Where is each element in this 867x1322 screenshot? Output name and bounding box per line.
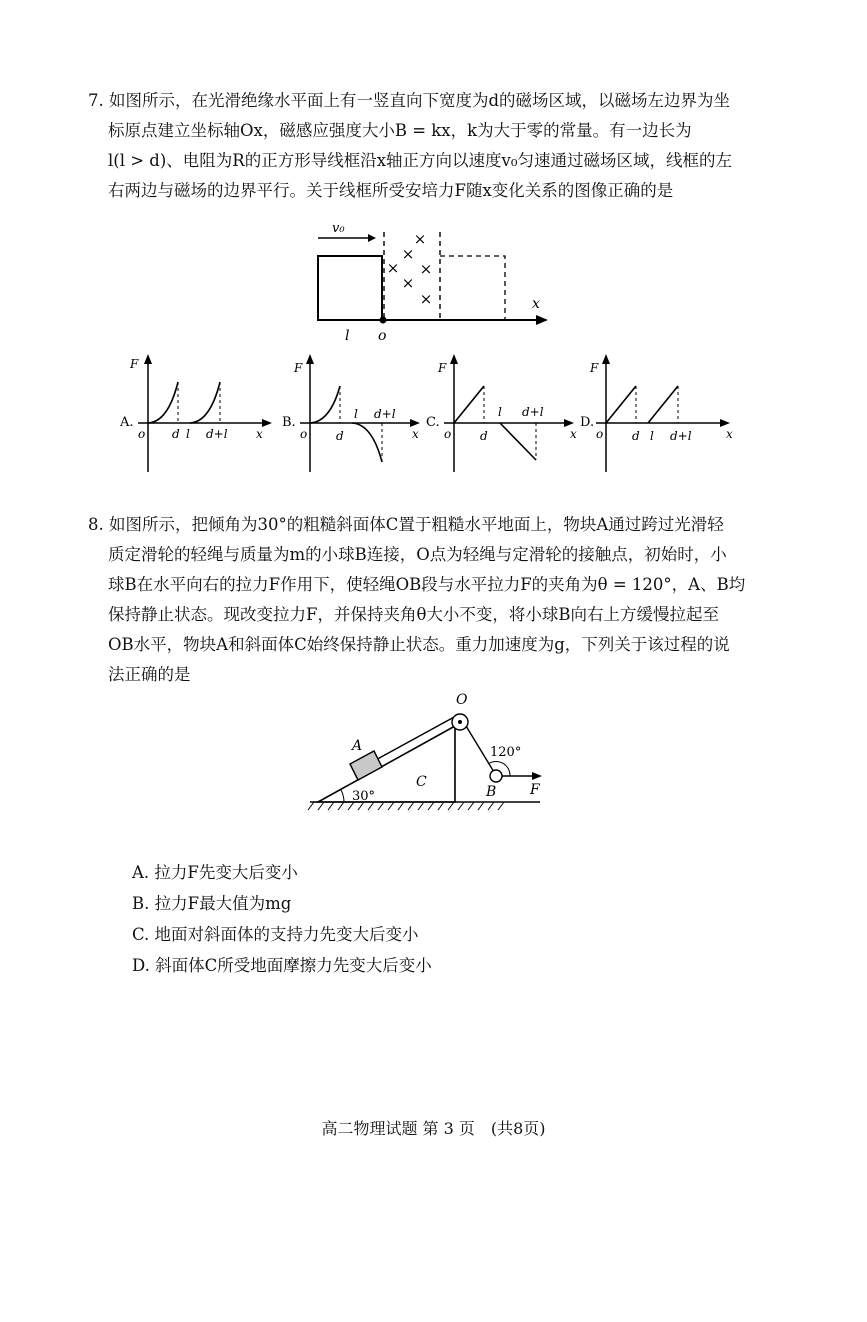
- label-o: O: [456, 692, 468, 708]
- question-7: [88, 86, 788, 206]
- graph-b-tick: l: [354, 407, 358, 421]
- graph-d-letter: D.: [580, 415, 595, 430]
- label-b: B: [486, 784, 497, 800]
- q8-option-b: B. 拉力F最大值为mg: [132, 894, 292, 913]
- graph-d-o: o: [596, 427, 604, 441]
- field-mark: ×: [419, 290, 433, 308]
- field-mark: ×: [413, 230, 427, 248]
- field-mark: ×: [401, 274, 415, 292]
- graph-b-tick: d+l: [374, 407, 396, 421]
- q8-line: 法正确的是: [108, 665, 191, 684]
- graph-a-tick: d: [172, 427, 180, 441]
- graph-c-tick: d+l: [522, 405, 544, 419]
- graph-a-tick: d+l: [206, 427, 228, 441]
- graph-a-o: o: [138, 427, 146, 441]
- velocity-label: v₀: [332, 222, 345, 236]
- q7-graph-b: [280, 352, 440, 477]
- q7-graph-c: [424, 352, 584, 477]
- axis-x-label: x: [532, 296, 540, 312]
- graph-d-x: x: [726, 427, 733, 441]
- q7-line: 7. 如图所示，在光滑绝缘水平面上有一竖直向下宽度为d的磁场区域，以磁场左边界为坐: [88, 91, 731, 110]
- length-label: l: [345, 328, 350, 344]
- graph-b-f: F: [294, 361, 303, 375]
- q8-line: 质定滑轮的轻绳与质量为m的小球B连接，O点为轻绳与定滑轮的接触点，初始时，小: [108, 545, 727, 564]
- q8-option-c: C. 地面对斜面体的支持力先变大后变小: [132, 925, 419, 944]
- q7-graph-a: [118, 352, 278, 477]
- graph-c-tick: d: [480, 429, 488, 443]
- q8-line: OB水平，物块A和斜面体C始终保持静止状态。重力加速度为g，下列关于该过程的说: [108, 635, 730, 654]
- graph-c-tick: l: [498, 405, 502, 419]
- angle-30: 30°: [352, 789, 376, 804]
- field-mark: ×: [401, 245, 415, 263]
- graph-d-tick: d+l: [670, 429, 692, 443]
- label-a: A: [352, 738, 363, 754]
- q8-option-a: A. 拉力F先变大后变小: [132, 863, 298, 882]
- graph-a-x: x: [256, 427, 263, 441]
- q8-option-d: D. 斜面体C所受地面摩擦力先变大后变小: [132, 956, 432, 975]
- graph-b-letter: B.: [282, 415, 296, 430]
- graph-a-letter: A.: [120, 415, 134, 430]
- q7-loop-figure: [300, 222, 560, 347]
- question-8: [88, 510, 788, 690]
- q8-line: 8. 如图所示，把倾角为30°的粗糙斜面体C置于粗糙水平地面上，物块A通过跨过光滑轻: [88, 515, 724, 534]
- field-mark: ×: [386, 259, 400, 277]
- graph-b-tick: d: [336, 429, 344, 443]
- q7-graph-d: [576, 352, 746, 477]
- graph-c-letter: C.: [426, 415, 440, 430]
- graph-a-tick: l: [186, 427, 190, 441]
- angle-120: 120°: [490, 745, 522, 760]
- graph-b-o: o: [300, 427, 308, 441]
- graph-d-f: F: [590, 361, 599, 375]
- graph-a-f: F: [130, 357, 139, 371]
- field-mark: ×: [419, 260, 433, 278]
- q7-line: l(l > d)、电阻为R的正方形导线框沿x轴正方向以速度v₀匀速通过磁场区域，线框的左: [108, 151, 732, 170]
- graph-c-f: F: [438, 361, 447, 375]
- origin-label: o: [378, 328, 387, 344]
- graph-c-x: x: [570, 427, 577, 441]
- q7-line: 右两边与磁场的边界平行。关于线框所受安培力F随x变化关系的图像正确的是: [108, 181, 674, 200]
- q7-line: 标原点建立坐标轴Ox，磁感应强度大小B = kx，k为大于零的常量。有一边长为: [108, 121, 692, 140]
- q8-incline-figure: [300, 690, 570, 820]
- label-f: F: [530, 782, 540, 798]
- label-c: C: [416, 774, 427, 790]
- q8-line: 保持静止状态。现改变拉力F，并保持夹角θ大小不变，将小球B向右上方缓慢拉起至: [108, 605, 720, 624]
- graph-d-tick: l: [650, 429, 654, 443]
- graph-d-tick: d: [632, 429, 640, 443]
- page-footer: 高二物理试题 第 3 页 (共8页): [321, 1119, 546, 1138]
- graph-c-o: o: [444, 427, 452, 441]
- graph-b-x: x: [412, 427, 419, 441]
- q8-line: 球B在水平向右的拉力F作用下，使轻绳OB段与水平拉力F的夹角为θ = 120°，A、B均: [108, 575, 746, 594]
